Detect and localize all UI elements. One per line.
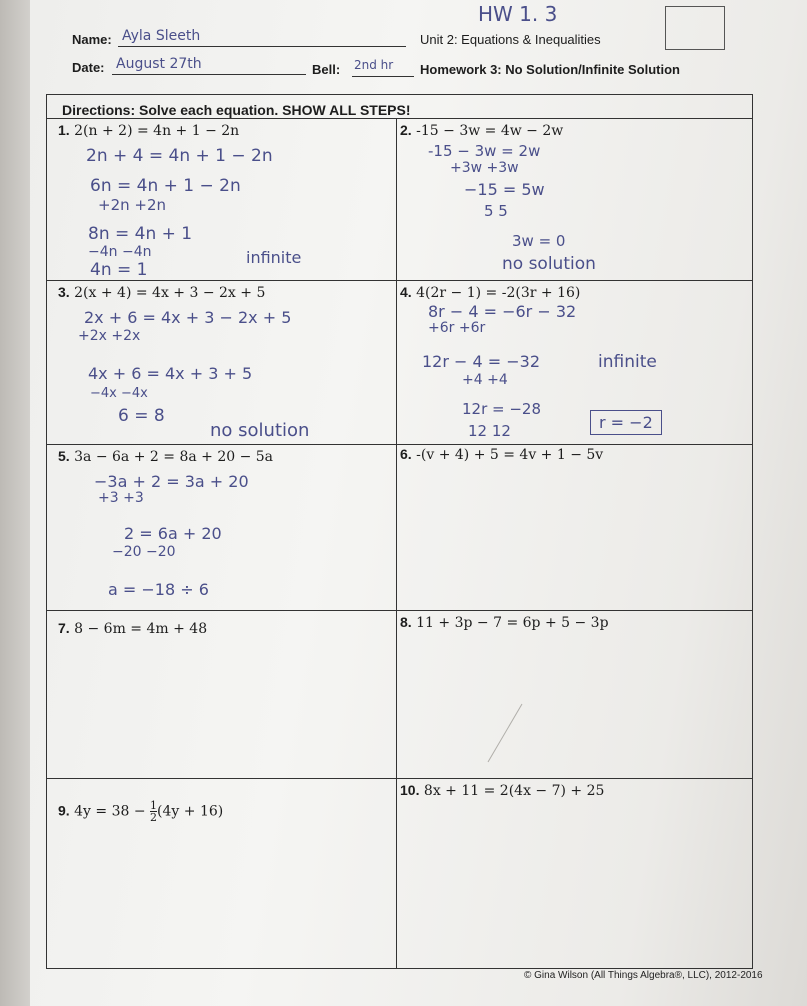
- p1-work-line: +2n +2n: [98, 196, 167, 214]
- problem-2-number: 2.: [400, 122, 412, 138]
- row-divider-3: [46, 610, 753, 611]
- p3-work-line: 4x + 6 = 4x + 3 + 5: [88, 364, 253, 383]
- problem-6-equation: -(v + 4) + 5 = 4v + 1 − 5v: [416, 447, 604, 463]
- p1-work-line: 4n = 1: [90, 260, 148, 280]
- fraction-numerator: 1: [150, 799, 158, 812]
- p5-answer: a = −18 ÷ 6: [108, 580, 209, 599]
- fraction-denominator: 2: [150, 811, 158, 824]
- problem-5-equation: 3a − 6a + 2 = 8a + 20 − 5a: [74, 449, 274, 465]
- problem-8: [400, 614, 609, 631]
- unit-title: Unit 2: Equations & Inequalities: [420, 32, 601, 47]
- score-box: [665, 6, 725, 50]
- problem-8-equation: 11 + 3p − 7 = 6p + 5 − 3p: [416, 615, 609, 631]
- problem-9-fraction: [150, 800, 157, 823]
- p3-work-line: 6 = 8: [118, 406, 165, 426]
- desk-background: [0, 0, 34, 1006]
- problem-5: [58, 448, 273, 465]
- p1-work-line: 8n = 4n + 1: [88, 224, 193, 244]
- problem-10: [400, 782, 604, 799]
- problem-9-equation-left: 4y = 38 −: [74, 803, 146, 820]
- corner-note: HW 1. 3: [478, 2, 558, 26]
- p4-work-line: 12r = −28: [462, 400, 542, 418]
- column-divider: [396, 118, 397, 969]
- problem-1: [58, 122, 239, 139]
- p5-work-line: 2 = 6a + 20: [124, 524, 222, 543]
- p1-work-line: −4n −4n: [88, 244, 152, 260]
- problem-3: [58, 284, 265, 301]
- copyright-footer: © Gina Wilson (All Things Algebra®, LLC), 2012-2016: [524, 970, 763, 981]
- problem-7: [58, 620, 207, 637]
- bell-value[interactable]: 2nd hr: [354, 58, 394, 72]
- problem-9: [58, 800, 223, 823]
- p4-note: infinite: [598, 352, 657, 372]
- p3-work-line: +2x +2x: [78, 328, 141, 344]
- p1-work-line: 6n = 4n + 1 − 2n: [90, 176, 241, 196]
- p4-answer-boxed: r = −2: [590, 410, 662, 435]
- row-divider-4: [46, 778, 753, 779]
- problem-8-number: 8.: [400, 614, 412, 630]
- p5-work-line: −20 −20: [112, 544, 176, 560]
- p1-work-line: 2n + 4 = 4n + 1 − 2n: [86, 146, 273, 166]
- p2-work-line: -15 − 3w = 2w: [428, 142, 541, 160]
- row-divider-2: [46, 444, 753, 445]
- p5-work-line: +3 +3: [98, 490, 144, 506]
- row-divider-0: [46, 118, 753, 119]
- p2-work-line: +3w +3w: [450, 160, 519, 176]
- p4-work-line: +6r +6r: [428, 320, 486, 336]
- problem-4-number: 4.: [400, 284, 412, 300]
- p4-work-line: 8r − 4 = −6r − 32: [428, 302, 577, 321]
- problem-10-number: 10.: [400, 782, 420, 798]
- bell-label: Bell:: [312, 62, 341, 77]
- problem-9-equation-right: (4y + 16): [157, 803, 224, 820]
- p3-work-line: 2x + 6 = 4x + 3 − 2x + 5: [84, 308, 292, 327]
- p5-work-line: −3a + 2 = 3a + 20: [94, 472, 249, 491]
- p3-answer: no solution: [210, 420, 310, 441]
- bell-line: [352, 76, 414, 77]
- directions: Directions: Solve each equation. SHOW ALL STEPS!: [62, 102, 411, 118]
- p1-answer: infinite: [246, 248, 302, 267]
- problem-1-number: 1.: [58, 122, 70, 138]
- p4-work-line: 12r − 4 = −32: [422, 352, 541, 371]
- p2-work-line: 3w = 0: [512, 232, 566, 250]
- name-value[interactable]: Ayla Sleeth: [122, 28, 201, 44]
- problem-2-equation: -15 − 3w = 4w − 2w: [416, 123, 564, 139]
- problem-6: [400, 446, 603, 463]
- problem-1-equation: 2(n + 2) = 4n + 1 − 2n: [74, 123, 240, 139]
- p4-work-line: 12 12: [468, 422, 511, 440]
- p2-work-line: −15 = 5w: [464, 180, 545, 199]
- pencil-mark: [480, 700, 530, 770]
- p3-work-line: −4x −4x: [90, 386, 148, 401]
- p2-answer: no solution: [502, 254, 596, 274]
- homework-title: Homework 3: No Solution/Infinite Solution: [420, 62, 680, 77]
- date-line: [112, 74, 306, 75]
- problem-7-equation: 8 − 6m = 4m + 48: [74, 621, 208, 637]
- problem-4-equation: 4(2r − 1) = -2(3r + 16): [416, 285, 581, 301]
- date-value[interactable]: August 27th: [116, 56, 202, 72]
- p2-work-line: 5 5: [484, 202, 508, 220]
- name-line: [118, 46, 406, 47]
- problem-6-number: 6.: [400, 446, 412, 462]
- problem-3-equation: 2(x + 4) = 4x + 3 − 2x + 5: [74, 285, 266, 301]
- date-label: Date:: [72, 60, 105, 75]
- p4-work-line: +4 +4: [462, 372, 508, 388]
- row-divider-1: [46, 280, 753, 281]
- name-label: Name:: [72, 32, 112, 47]
- problem-2: [400, 122, 563, 139]
- problem-3-number: 3.: [58, 284, 70, 300]
- problem-7-number: 7.: [58, 620, 70, 636]
- problem-5-number: 5.: [58, 448, 70, 464]
- problem-10-equation: 8x + 11 = 2(4x − 7) + 25: [423, 783, 605, 799]
- problem-9-number: 9.: [58, 802, 70, 819]
- problem-4: [400, 284, 580, 301]
